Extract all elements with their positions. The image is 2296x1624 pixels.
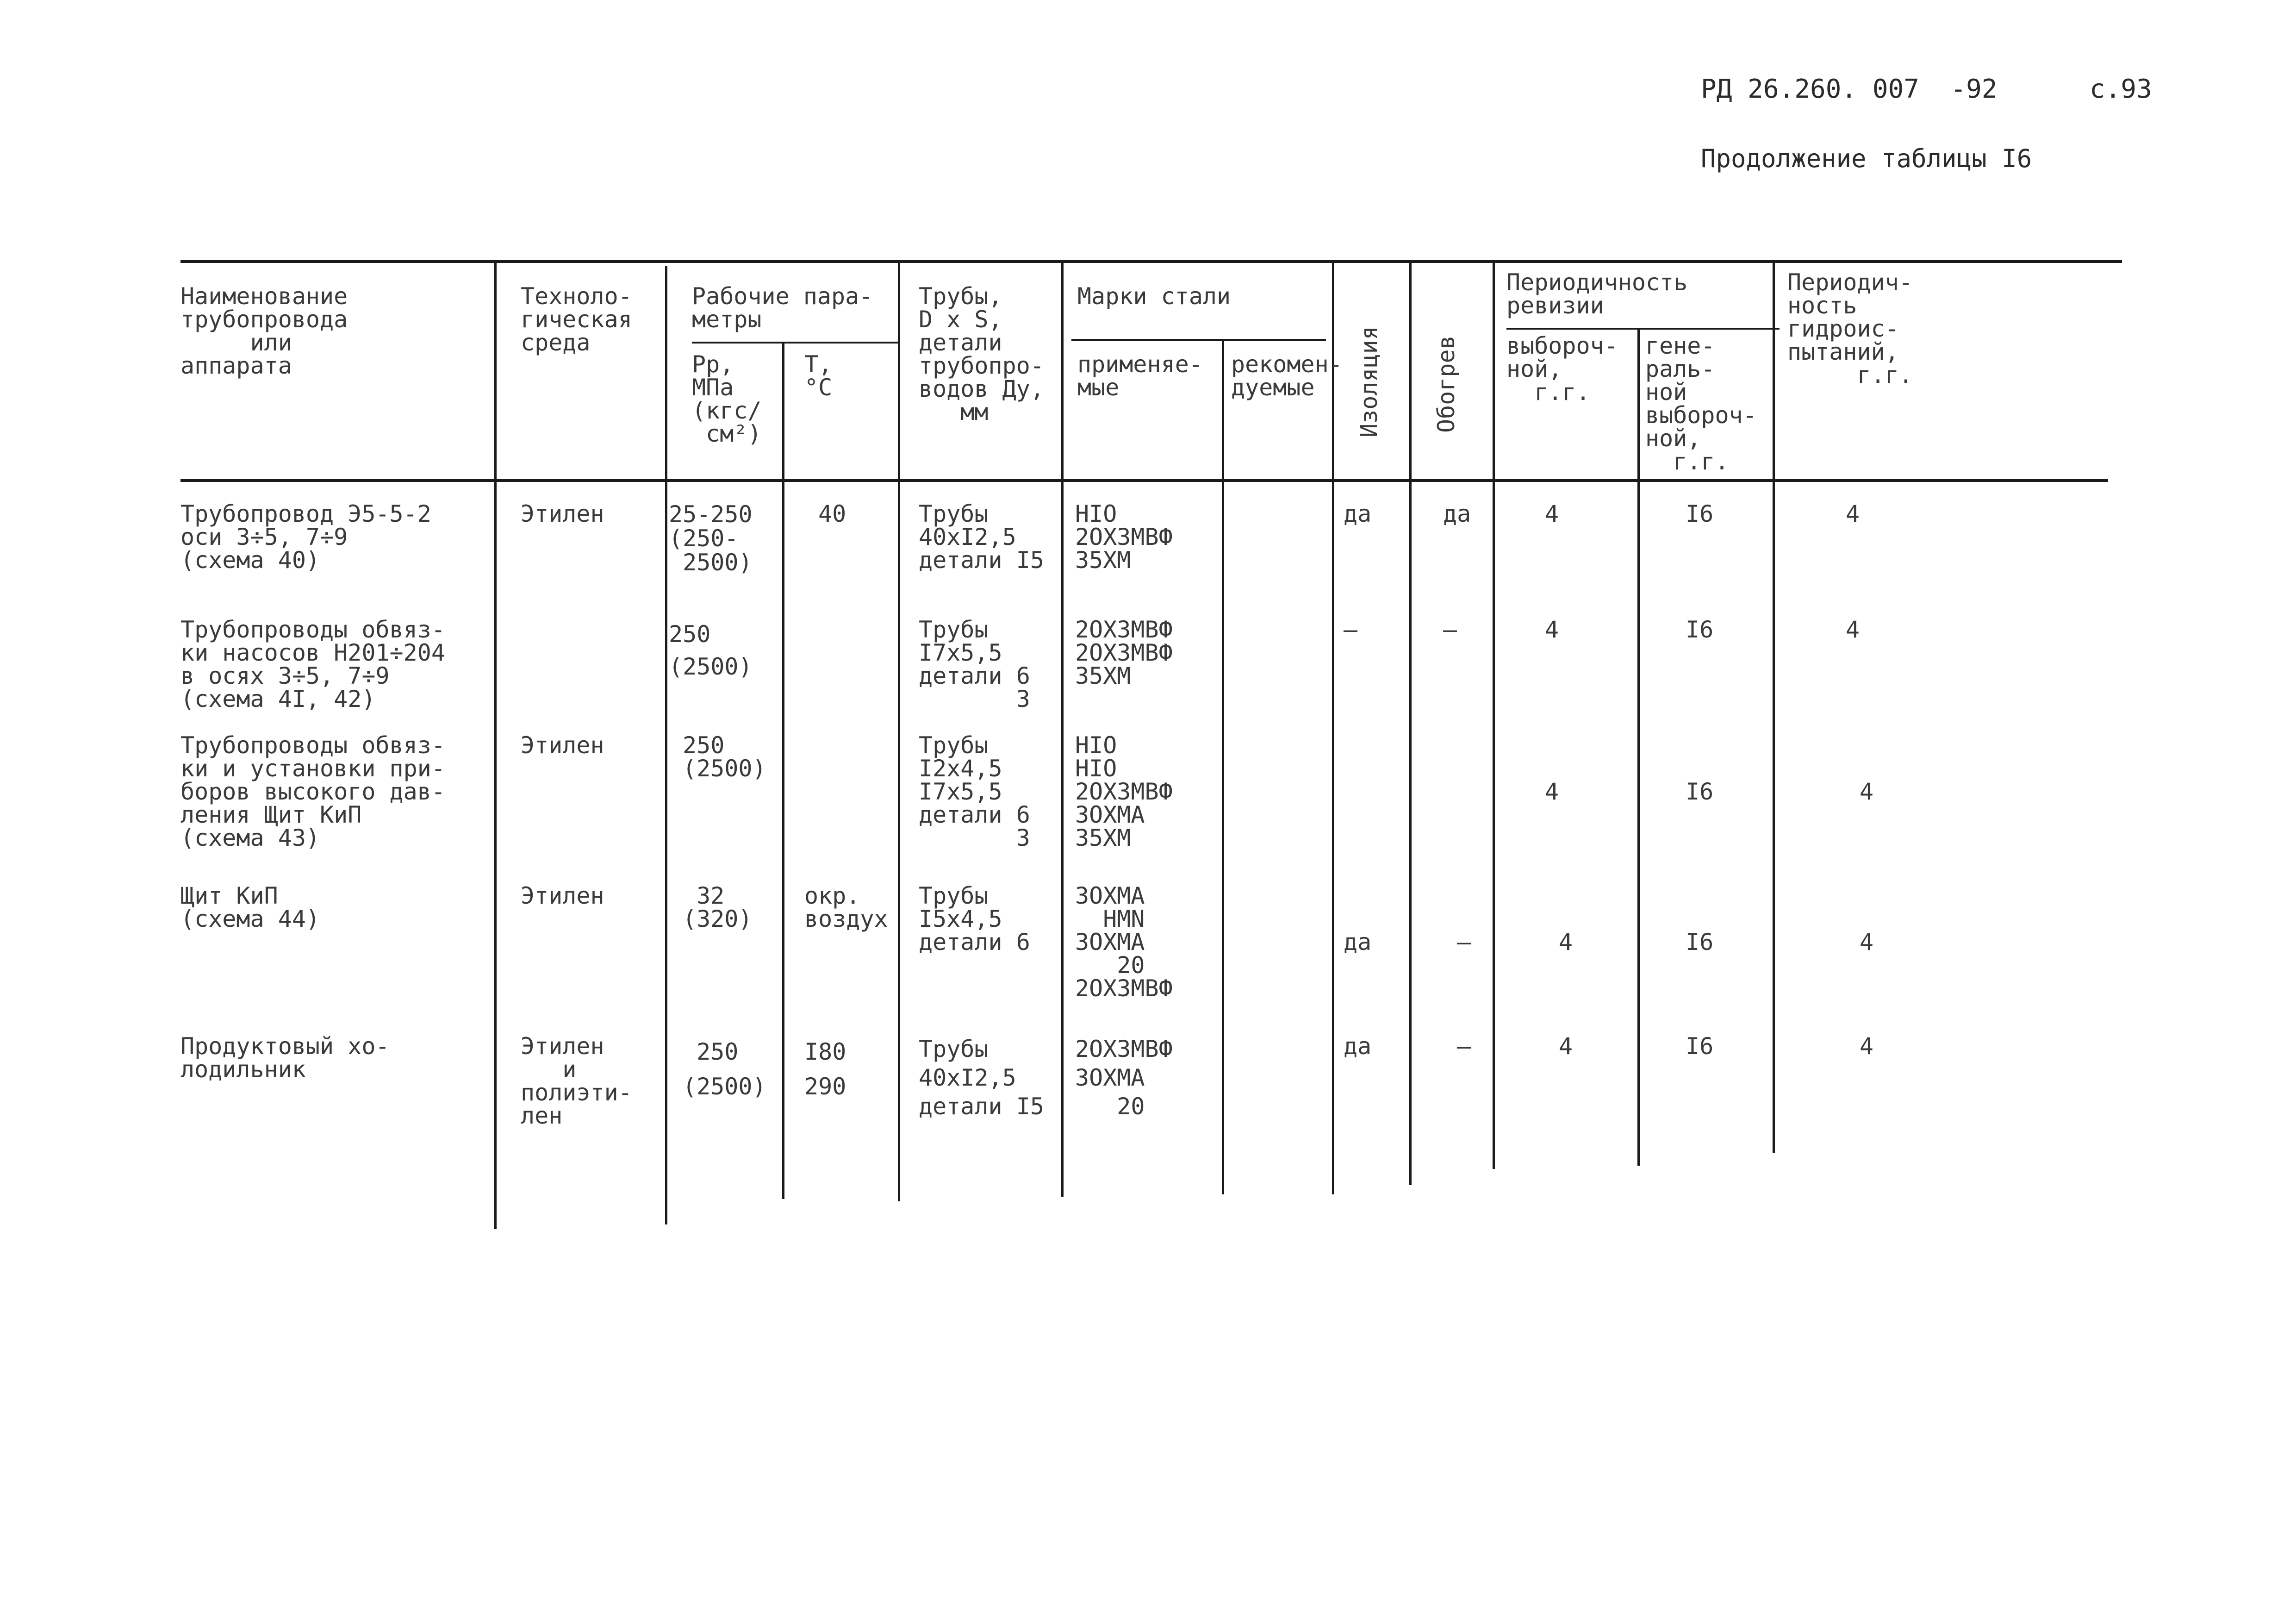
col-divider-9 — [1493, 262, 1495, 1169]
header-work-params: Рабочие пара- метры — [692, 283, 873, 333]
col-divider-5 — [1061, 262, 1064, 1197]
row-medium: Этилен — [521, 732, 604, 759]
row-insulation: – — [1344, 616, 1358, 643]
col-divider-10 — [1637, 328, 1640, 1166]
row-medium: Этилен и полиэти- лен — [521, 1033, 632, 1129]
row-general: I6 — [1686, 500, 1714, 527]
row-medium: Этилен — [521, 500, 604, 527]
row-pressure: 250 (2500) — [683, 732, 766, 782]
row-insulation: да — [1344, 1033, 1372, 1060]
row-insulation: да — [1344, 500, 1372, 527]
row-insulation: да — [1344, 929, 1372, 956]
header-heating: Обогрев — [1433, 335, 1460, 433]
page-number: с.93 — [2090, 74, 2152, 104]
steel-rule — [1071, 339, 1326, 341]
row-selective: 4 — [1545, 778, 1559, 805]
row-medium: Этилен — [521, 882, 604, 909]
table-continuation-caption: Продолжение таблицы I6 — [1701, 144, 2032, 173]
row-selective: 4 — [1545, 616, 1559, 643]
header-pressure: Рр, МПа (кгс/ см²) — [692, 351, 762, 447]
row-general: I6 — [1686, 929, 1714, 956]
col-divider-4 — [898, 262, 900, 1201]
row-temperature: окр. воздух — [804, 882, 888, 932]
header-insulation: Изоляция — [1356, 326, 1382, 437]
row-hydro: 4 — [1846, 616, 1860, 643]
row-steel-used: НIО 2ОХЗМВФ 35ХМ — [1075, 500, 1173, 574]
row-temperature: 40 — [818, 500, 846, 527]
row-heating: – — [1443, 616, 1457, 643]
row-hydro: 4 — [1860, 1033, 1874, 1060]
row-steel-used: 2ОХЗМВФ 3ОХМА 20 — [1075, 1036, 1173, 1120]
col-divider-3 — [782, 343, 784, 1199]
row-selective: 4 — [1545, 500, 1559, 527]
header-steel-used: применяе- мые — [1077, 351, 1203, 401]
row-steel-used: 3ОХМА НМN 3ОХМА 20 2ОХЗМВФ — [1075, 882, 1173, 1002]
header-steel: Марки стали — [1077, 283, 1231, 310]
row-pressure: 32 (320) — [683, 882, 753, 932]
row-hydro: 4 — [1860, 929, 1874, 956]
table-top-rule — [180, 260, 2122, 263]
col-divider-1 — [494, 262, 497, 1229]
row-pipes: Трубы I7х5,5 детали 6 3 — [919, 616, 1030, 712]
header-pipes: Трубы, D x S, детали трубопро- водов Ду, мм — [919, 283, 1044, 425]
row-pipes: Трубы 40хI2,5 детали I5 — [919, 500, 1044, 574]
row-heating: да — [1443, 500, 1471, 527]
row-steel-used: НIО НIО 2ОХЗМВФ 3ОХМА 35ХМ — [1075, 732, 1173, 851]
row-general: I6 — [1686, 1033, 1714, 1060]
header-medium: Техноло- гическая среда — [521, 283, 632, 356]
document-code: РД 26.260. 007 -92 — [1701, 74, 1997, 104]
row-name: Щит КиП (схема 44) — [180, 882, 320, 932]
col-divider-2 — [665, 266, 667, 1224]
row-pressure: 250 (2500) — [669, 621, 753, 680]
row-name: Трубопроводы обвяз- ки и установки при- боров высокого дав- ления Щит КиП (схема 43) — [180, 732, 445, 851]
header-hydro-period: Периодич- ность гидроис- пытаний, г.г. — [1787, 269, 1913, 388]
row-heating: – — [1457, 1033, 1471, 1060]
row-pressure: 25-250 (250- 2500) — [669, 501, 753, 576]
header-temperature: Т, °С — [804, 351, 833, 401]
row-name: Продуктовый хо- лодильник — [180, 1033, 390, 1083]
row-general: I6 — [1686, 778, 1714, 805]
col-divider-8 — [1409, 262, 1412, 1185]
row-pipes: Трубы I5х4,5 детали 6 — [919, 882, 1030, 956]
header-bottom-rule — [180, 479, 2108, 482]
row-name: Трубопровод Э5-5-2 оси 3÷5, 7÷9 (схема 40) — [180, 500, 431, 574]
row-pipes: Трубы 40хI2,5 детали I5 — [919, 1036, 1044, 1120]
row-general: I6 — [1686, 616, 1714, 643]
row-selective: 4 — [1559, 929, 1573, 956]
header-selective: выбороч- ной, г.г. — [1506, 332, 1618, 406]
row-pipes: Трубы I2х4,5 I7х5,5 детали 6 3 — [919, 732, 1030, 851]
row-selective: 4 — [1559, 1033, 1573, 1060]
col-divider-6 — [1222, 340, 1224, 1194]
row-hydro: 4 — [1860, 778, 1874, 805]
row-heating: – — [1457, 929, 1471, 956]
col-divider-11 — [1773, 262, 1775, 1153]
header-name: Наименование трубопровода или аппарата — [180, 283, 348, 379]
work-params-rule — [692, 342, 898, 344]
header-revision-period: Периодичность ревизии — [1506, 269, 1688, 319]
col-divider-7 — [1332, 262, 1334, 1194]
header-steel-recommended: рекомен- дуемые — [1231, 351, 1343, 401]
row-hydro: 4 — [1846, 500, 1860, 527]
row-pressure: 250 (2500) — [683, 1038, 766, 1100]
row-steel-used: 2ОХЗМВФ 2ОХЗМВФ 35ХМ — [1075, 616, 1173, 689]
header-general: гене- раль- ной выбороч- ной, г.г. — [1645, 332, 1757, 475]
row-name: Трубопроводы обвяз- ки насосов Н201÷204 в осях 3÷5, 7÷9 (схема 4I, 42) — [180, 616, 445, 712]
revision-rule — [1506, 328, 1780, 330]
row-temperature: I80 290 — [804, 1038, 846, 1100]
